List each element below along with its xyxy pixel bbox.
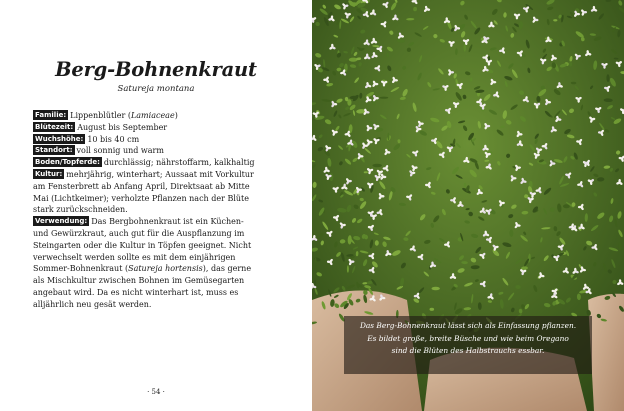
value-verwendung-2: und Gewürzkraut, auch gut für die Auspflanzung im — [33, 228, 245, 238]
caption-line-3: sind die Blüten des Halbstrauchs essbar. — [391, 346, 545, 355]
field-familie — [33, 110, 291, 122]
leaf — [380, 97, 389, 99]
plant-profile — [33, 110, 291, 311]
value-verwendung-5 — [33, 263, 291, 275]
value-familie: Lippenblütler ( — [70, 111, 131, 120]
field-wuchshoehe — [33, 134, 291, 146]
value-verwendung-5-latin: Satureja hortensis — [128, 264, 203, 274]
field-boden — [33, 157, 291, 169]
value-kultur-1: mehrjährig, winterhart; Aussaat mit Vorkultur — [66, 169, 254, 179]
stone-bottom-right — [588, 294, 624, 411]
leaf — [430, 308, 435, 311]
label-kultur: Kultur: — [35, 169, 63, 178]
value-verwendung-1: Das Bergbohnenkraut ist ein Küchen- — [91, 217, 244, 227]
value-boden: durchlässig; nährstoffarm, kalkhaltig — [103, 158, 255, 168]
label-familie: Familie: — [35, 111, 67, 119]
leaf — [464, 44, 467, 52]
value-verwendung-5b: ), das gerne — [202, 264, 252, 274]
value-kultur-3: Mai (Lichtkeimer); verholzte Pflanzen nach der Blüte — [33, 193, 250, 203]
value-familie-end: ) — [174, 111, 178, 120]
field-kultur — [33, 169, 291, 181]
label-standort: Standort: — [35, 146, 73, 155]
value-wuchshoehe: 10 bis 40 cm — [87, 134, 140, 144]
value-verwendung-4: verwechselt werden sollte es mit dem einjährigen — [33, 252, 236, 262]
label-bluetezeit: Blütezeit: — [35, 122, 74, 131]
value-verwendung-6: als Mischkultur zwischen Bohnen im Gemüsegarten — [33, 276, 245, 286]
leaf — [432, 287, 440, 291]
botanical-name: Satureja montana — [117, 84, 195, 94]
label-boden: Boden/Topferde: — [35, 158, 100, 167]
value-bluetezeit: August bis September — [77, 122, 168, 132]
caption-line-2: Es bildet große, breite Büsche und wie beim Oregano — [367, 333, 569, 343]
caption-line-1: Das Berg-Bohnenkraut lässt sich als Einfassung pflanzen. — [359, 321, 577, 330]
field-bluetezeit — [33, 122, 291, 134]
value-verwendung-5a: Sommer-Bohnenkraut ( — [33, 264, 129, 274]
label-wuchshoehe: Wuchshöhe: — [35, 134, 84, 143]
photo-caption — [344, 316, 592, 374]
page-number: · 54 · — [147, 388, 165, 396]
value-verwendung-3: Steingarten oder die Kultur in Töpfen geeignet. Nicht — [33, 240, 252, 250]
leaf — [347, 265, 349, 272]
page-title: Berg-Bohnenkraut — [55, 58, 257, 81]
value-familie-latin: Lamiaceae — [130, 111, 175, 120]
leaf — [349, 58, 358, 62]
value-kultur-4: stark zurückschneiden. — [33, 205, 128, 215]
value-standort: voll sonnig und warm — [76, 146, 164, 156]
value-verwendung-7: angebaut wird. Da es nicht winterhart ist, muss es — [33, 287, 239, 297]
leaf — [553, 19, 557, 21]
field-standort — [33, 145, 291, 157]
value-kultur-2: am Fensterbrett ab Anfang April, Direktsaat ab Mitte — [33, 181, 250, 191]
label-verwendung: Verwendung: — [35, 217, 88, 226]
leaf — [372, 164, 382, 167]
value-verwendung-8: alljährlich neu gesät werden. — [33, 299, 152, 309]
field-verwendung — [33, 216, 291, 228]
